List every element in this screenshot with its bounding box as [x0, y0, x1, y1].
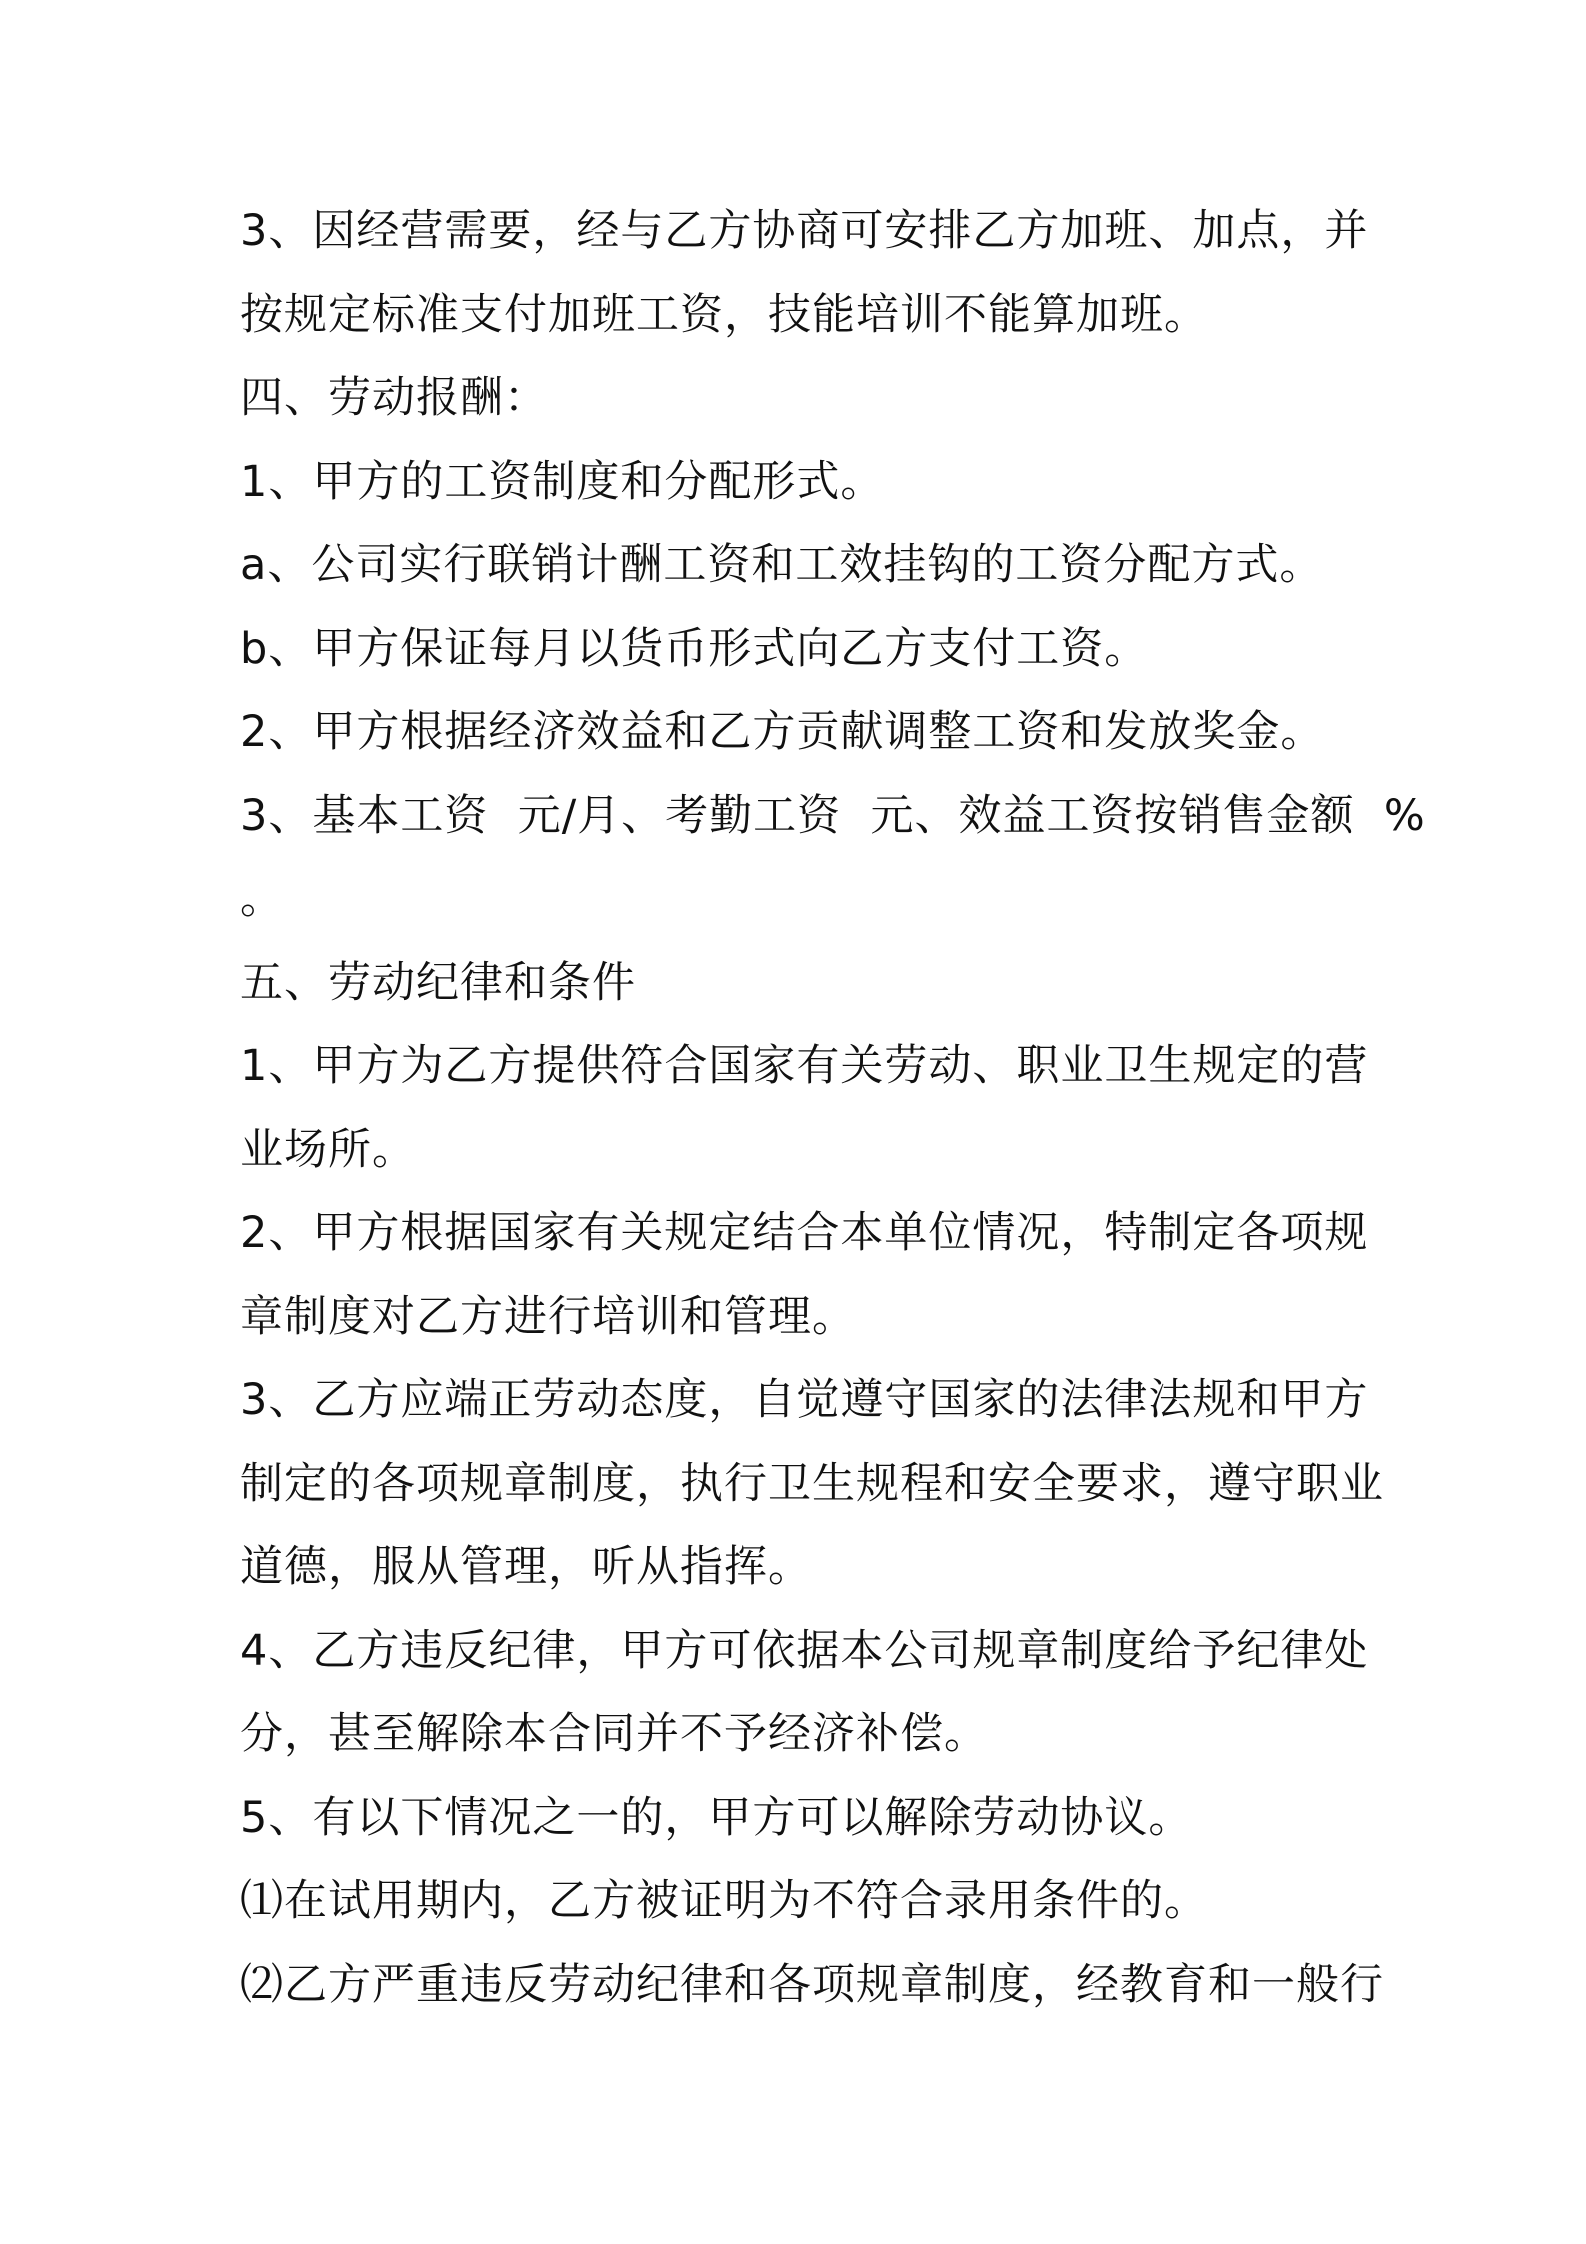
- section-heading: 四、劳动报酬：: [240, 373, 548, 423]
- paragraph-line: 制定的各项规章制度，执行卫生规程和安全要求，遵守职业: [240, 1458, 1384, 1509]
- paragraph-line: 3、基本工资 元/月、考勤工资 元、效益工资按销售金额 %: [240, 790, 1426, 841]
- paragraph-line: 1、甲方的工资制度和分配形式。: [240, 456, 885, 507]
- paragraph-line: 2、甲方根据经济效益和乙方贡献调整工资和发放奖金。: [240, 707, 1325, 757]
- paragraph-line: 章制度对乙方进行培训和管理。: [240, 1291, 856, 1342]
- paragraph-line: 4、乙方违反纪律，甲方可依据本公司规章制度给予纪律处: [240, 1625, 1369, 1676]
- paragraph-line: 5、有以下情况之一的，甲方可以解除劳动协议。: [240, 1792, 1193, 1843]
- paragraph-line: 3、乙方应端正劳动态度，自觉遵守国家的法律法规和甲方: [240, 1375, 1369, 1425]
- paragraph-line: a、公司实行联销计酬工资和工效挂钩的工资分配方式。: [240, 540, 1324, 590]
- paragraph-line: 1、甲方为乙方提供符合国家有关劳动、职业卫生规定的营: [240, 1041, 1369, 1091]
- paragraph-line: 3、因经营需要，经与乙方协商可安排乙方加班、加点，并: [240, 206, 1369, 256]
- paragraph-line: 。: [240, 874, 284, 924]
- paragraph-line: ⑵乙方严重违反劳动纪律和各项规章制度，经教育和一般行: [240, 1959, 1384, 2010]
- paragraph-line: 分，甚至解除本合同并不予经济补偿。: [240, 1709, 988, 1759]
- section-heading: 五、劳动纪律和条件: [240, 957, 636, 1008]
- paragraph-line: 2、甲方根据国家有关规定结合本单位情况，特制定各项规: [240, 1208, 1369, 1258]
- paragraph-line: 按规定标准支付加班工资，技能培训不能算加班。: [240, 289, 1208, 340]
- document-body: [240, 190, 1426, 2027]
- paragraph-line: 业场所。: [240, 1124, 416, 1175]
- paragraph-line: 道德，服从管理，听从指挥。: [240, 1542, 812, 1592]
- paragraph-line: b、甲方保证每月以货币形式向乙方支付工资。: [240, 623, 1149, 674]
- paragraph-line: ⑴在试用期内，乙方被证明为不符合录用条件的。: [240, 1876, 1208, 1926]
